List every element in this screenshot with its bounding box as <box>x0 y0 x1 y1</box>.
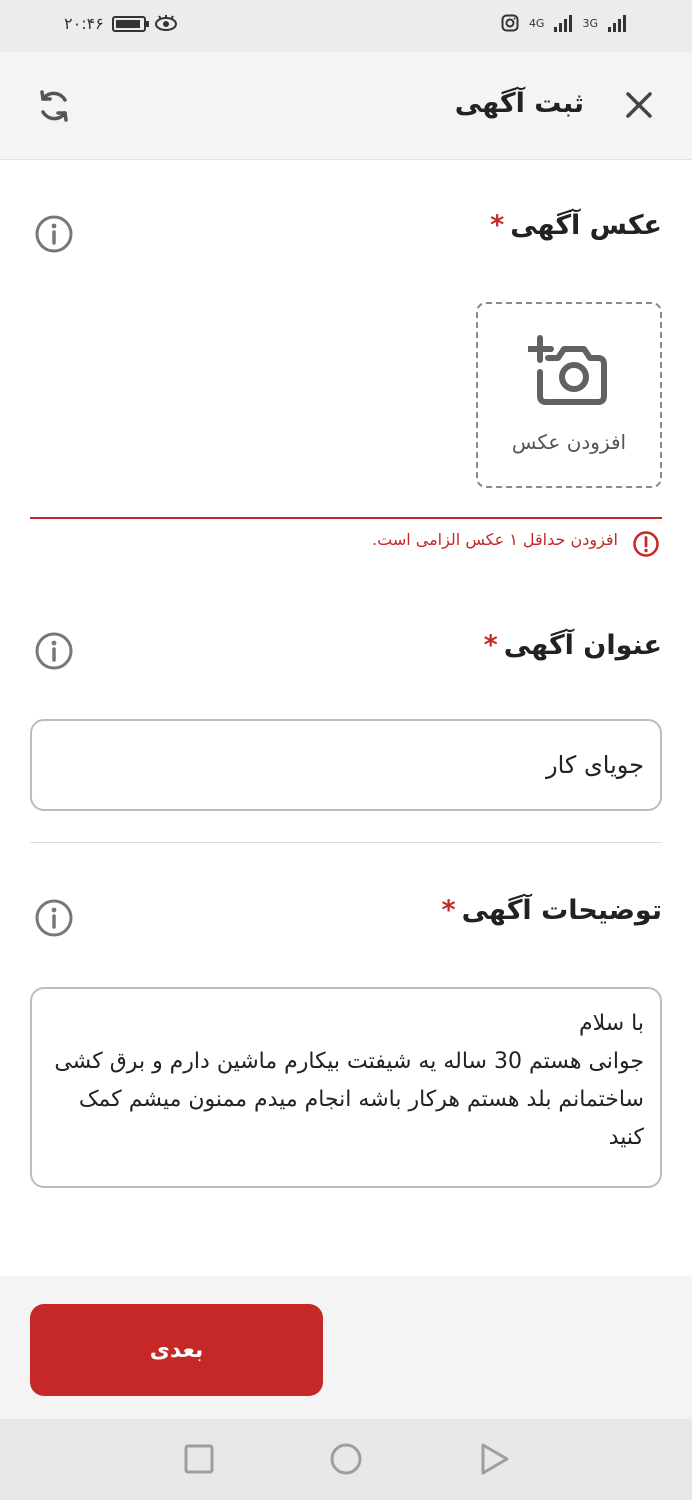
info-icon[interactable] <box>34 898 74 938</box>
status-right <box>501 14 626 32</box>
network-label-a: 4G <box>528 16 545 30</box>
app-bar <box>0 52 692 160</box>
footer <box>0 1276 692 1419</box>
network-label-b: 3G <box>582 16 598 30</box>
photo-error-message: افزودن حداقل ۱ عکس الزامی است. <box>372 530 618 549</box>
close-icon[interactable] <box>622 88 656 122</box>
clock: ۲۰:۴۶ <box>64 14 104 33</box>
signal-icon-b <box>608 14 626 32</box>
recents-icon[interactable] <box>181 1441 217 1477</box>
status-bar <box>0 0 692 52</box>
home-icon[interactable] <box>328 1441 364 1477</box>
add-camera-icon <box>528 334 608 408</box>
status-left <box>64 14 178 33</box>
required-mark: * <box>490 210 505 241</box>
next-button[interactable]: بعدی <box>30 1304 323 1396</box>
info-icon[interactable] <box>34 631 74 671</box>
eye-icon <box>154 15 178 33</box>
description-label <box>441 895 662 926</box>
error-icon <box>632 530 660 558</box>
title-label-text: عنوان آگهی <box>503 630 662 661</box>
error-underline <box>30 517 662 519</box>
instagram-icon <box>501 14 519 32</box>
add-photo-label: افزودن عکس <box>511 430 627 454</box>
title-label <box>484 630 662 661</box>
description-label-text: توضیحات آگهی <box>461 895 662 926</box>
required-mark: * <box>441 895 456 926</box>
title-input[interactable]: جویای کار <box>30 719 662 811</box>
photo-label-text: عکس آگهی <box>510 210 662 241</box>
required-mark: * <box>483 630 498 661</box>
refresh-icon[interactable] <box>34 86 74 126</box>
signal-icon-a <box>554 14 572 32</box>
page-title: ثبت آگهی <box>454 88 584 119</box>
description-textarea[interactable]: با سلام جوانی هستم 30 ساله یه شیفتت بیکارم ماشین دارم و برق کشی ساختمانم بلد هستم هرکار باشه انجام میدم ممنون میشم کمک کنید <box>30 987 662 1188</box>
photo-label <box>490 210 662 241</box>
divider <box>30 842 662 843</box>
add-photo-button[interactable] <box>476 302 662 488</box>
battery-icon <box>112 16 146 32</box>
system-nav-bar <box>0 1419 692 1500</box>
back-icon[interactable] <box>476 1441 512 1477</box>
info-icon[interactable] <box>34 214 74 254</box>
